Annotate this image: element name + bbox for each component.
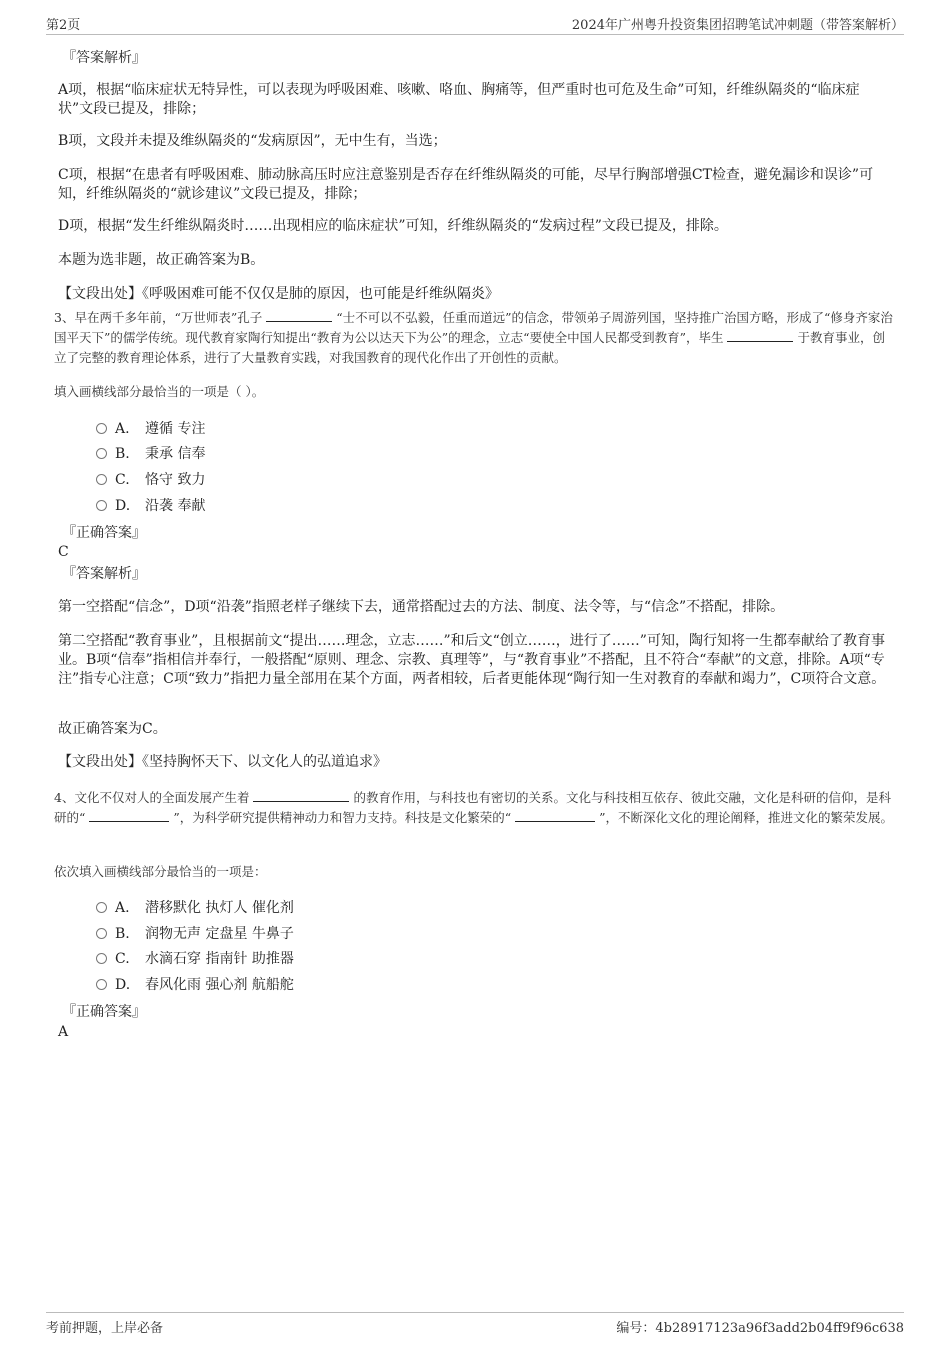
q3-option-c[interactable] xyxy=(96,470,205,490)
q3-analysis-label: 『答案解析』 xyxy=(62,566,146,582)
radio-icon[interactable] xyxy=(96,953,107,964)
q3-analysis-1: 第一空搭配“信念”，D项“沿袭”指照老样子继续下去，通常搭配过去的方法、制度、法令等，与“信念”不搭配，排除。 xyxy=(58,599,785,615)
q3-stem-part1: 3、早在两千多年前，“万世师表”孔子 xyxy=(54,310,263,325)
option-letter: C. xyxy=(115,951,130,967)
q3-question: 填入画横线部分最恰当的一项是（ ）。 xyxy=(54,384,265,399)
option-text: 潜移默化 执灯人 催化剂 xyxy=(145,900,294,916)
option-text: 遵循 专注 xyxy=(145,421,206,437)
option-text: 沿袭 奉献 xyxy=(145,498,206,514)
q4-stem-part3: ”，为科学研究提供精神动力和智力支持。科技是文化繁荣的“ xyxy=(173,810,512,825)
q3-stem-part2: “士不可以不弘毅，任重而道远”的信念，带领弟子周游列国，坚持推广治国方略，形成了“修身齐家治国平天下”的儒学传统。现代教育家陶行知提出“教育为公以达天下为公”的理念，立志“要使全中国人民都受到教育”，毕生 xyxy=(54,310,893,345)
answer-blank xyxy=(89,809,169,822)
q3-source: 【文段出处】《坚持胸怀天下、以文化人的弘道追求》 xyxy=(58,754,387,770)
q2-analysis-b: B项，文段并未提及维纵隔炎的“发病原因”，无中生有，当选； xyxy=(58,133,447,149)
option-letter: D. xyxy=(115,977,131,993)
option-text: 润物无声 定盘星 牛鼻子 xyxy=(145,926,294,942)
q2-source: 【文段出处】《呼吸困难可能不仅仅是肺的原因，也可能是纤维纵隔炎》 xyxy=(58,286,499,302)
option-letter: A. xyxy=(115,421,130,437)
option-text: 秉承 信奉 xyxy=(145,446,206,462)
radio-icon[interactable] xyxy=(96,500,107,511)
q3-option-a[interactable] xyxy=(96,419,205,439)
q4-option-d[interactable] xyxy=(96,975,294,995)
q4-stem-part4: ”，不断深化文化的理论阐释，推进文化的繁荣发展。 xyxy=(599,810,894,825)
q4-answer: A xyxy=(58,1024,69,1040)
radio-icon[interactable] xyxy=(96,448,107,459)
document-title: 2024年广州粤升投资集团招聘笔试冲刺题（带答案解析） xyxy=(571,18,904,33)
answer-blank xyxy=(266,309,332,322)
q3-correct-label: 『正确答案』 xyxy=(62,525,146,541)
q3-option-b[interactable] xyxy=(96,444,205,464)
option-text: 恪守 致力 xyxy=(145,472,206,488)
q2-analysis-d: D项，根据“发生纤维纵隔炎时……出现相应的临床症状”可知，纤维纵隔炎的“发病过程”文段已提及，排除。 xyxy=(58,218,728,234)
page-header xyxy=(46,14,904,35)
answer-blank xyxy=(515,809,595,822)
q2-analysis-label: 『答案解析』 xyxy=(62,50,146,66)
option-letter: D. xyxy=(115,498,131,514)
q3-conclusion: 故正确答案为C。 xyxy=(58,721,167,737)
footer-slogan: 考前押题，上岸必备 xyxy=(46,1321,164,1336)
option-letter: C. xyxy=(115,472,130,488)
answer-blank xyxy=(727,329,793,342)
q2-conclusion: 本题为选非题，故正确答案为B。 xyxy=(58,252,265,268)
radio-icon[interactable] xyxy=(96,979,107,990)
q3-option-d[interactable] xyxy=(96,496,205,516)
q3-answer: C xyxy=(58,544,69,560)
option-text: 水滴石穿 指南针 助推器 xyxy=(145,951,294,967)
q3-stem xyxy=(54,308,896,368)
q4-stem-part1: 4、文化不仅对人的全面发展产生着 xyxy=(54,790,250,805)
q4-question: 依次填入画横线部分最恰当的一项是： xyxy=(54,864,267,879)
document-code: 编号：4b28917123a96f3add2b04ff9f96c638 xyxy=(616,1321,904,1336)
option-text: 春风化雨 强心剂 航船舵 xyxy=(145,977,294,993)
radio-icon[interactable] xyxy=(96,902,107,913)
radio-icon[interactable] xyxy=(96,928,107,939)
q2-analysis-a: A项，根据“临床症状无特异性，可以表现为呼吸困难、咳嗽、咯血、胸痛等，但严重时也可危及生命”可知，纤维纵隔炎的“临床症状”文段已提及，排除； xyxy=(58,82,860,117)
q2-analysis-c: C项，根据“在患者有呼吸困难、肺动脉高压时应注意鉴别是否存在纤维纵隔炎的可能，尽早行胸部增强CT检查，避免漏诊和误诊”可知，纤维纵隔炎的“就诊建议”文段已提及，排除； xyxy=(58,167,874,202)
radio-icon[interactable] xyxy=(96,423,107,434)
page-footer xyxy=(46,1312,904,1337)
radio-icon[interactable] xyxy=(96,474,107,485)
q4-option-b[interactable] xyxy=(96,924,294,944)
page-number: 第2页 xyxy=(46,18,81,33)
option-letter: A. xyxy=(115,900,130,916)
q4-option-a[interactable] xyxy=(96,898,294,918)
q3-stem-part3: 于教育事业，创立了完整的教育理论体系，进行了大量教育实践，对我国教育的现代化作出了开创性的贡献。 xyxy=(54,330,885,365)
q4-correct-label: 『正确答案』 xyxy=(62,1004,146,1020)
option-letter: B. xyxy=(115,926,130,942)
q3-analysis-2: 第二空搭配“教育事业”，且根据前文“提出……理念，立志……”和后文“创立……，进行了……”可知，陶行知将一生都奉献给了教育事业。B项“信奉”指相信并奉行，一般搭配“原则、理念、宗教、真理等”，与“教育事业”不搭配，且不符合“奉献”的文意，排除。A项“专注”指专心注意；C项“致力”指把力量全部用在某个方面，两者相较，后者更能体现“陶行知一生对教育的奉献和竭力”，C项符合文意。 xyxy=(58,633,886,687)
q4-option-c[interactable] xyxy=(96,949,294,969)
answer-blank xyxy=(253,789,349,802)
q4-stem-part2: 的教育作用，与科技也有密切的关系。文化与科技相互依存、彼此交融，文化是科研的信仰，是科研的“ xyxy=(54,790,891,825)
q4-stem xyxy=(54,788,896,828)
option-letter: B. xyxy=(115,446,130,462)
